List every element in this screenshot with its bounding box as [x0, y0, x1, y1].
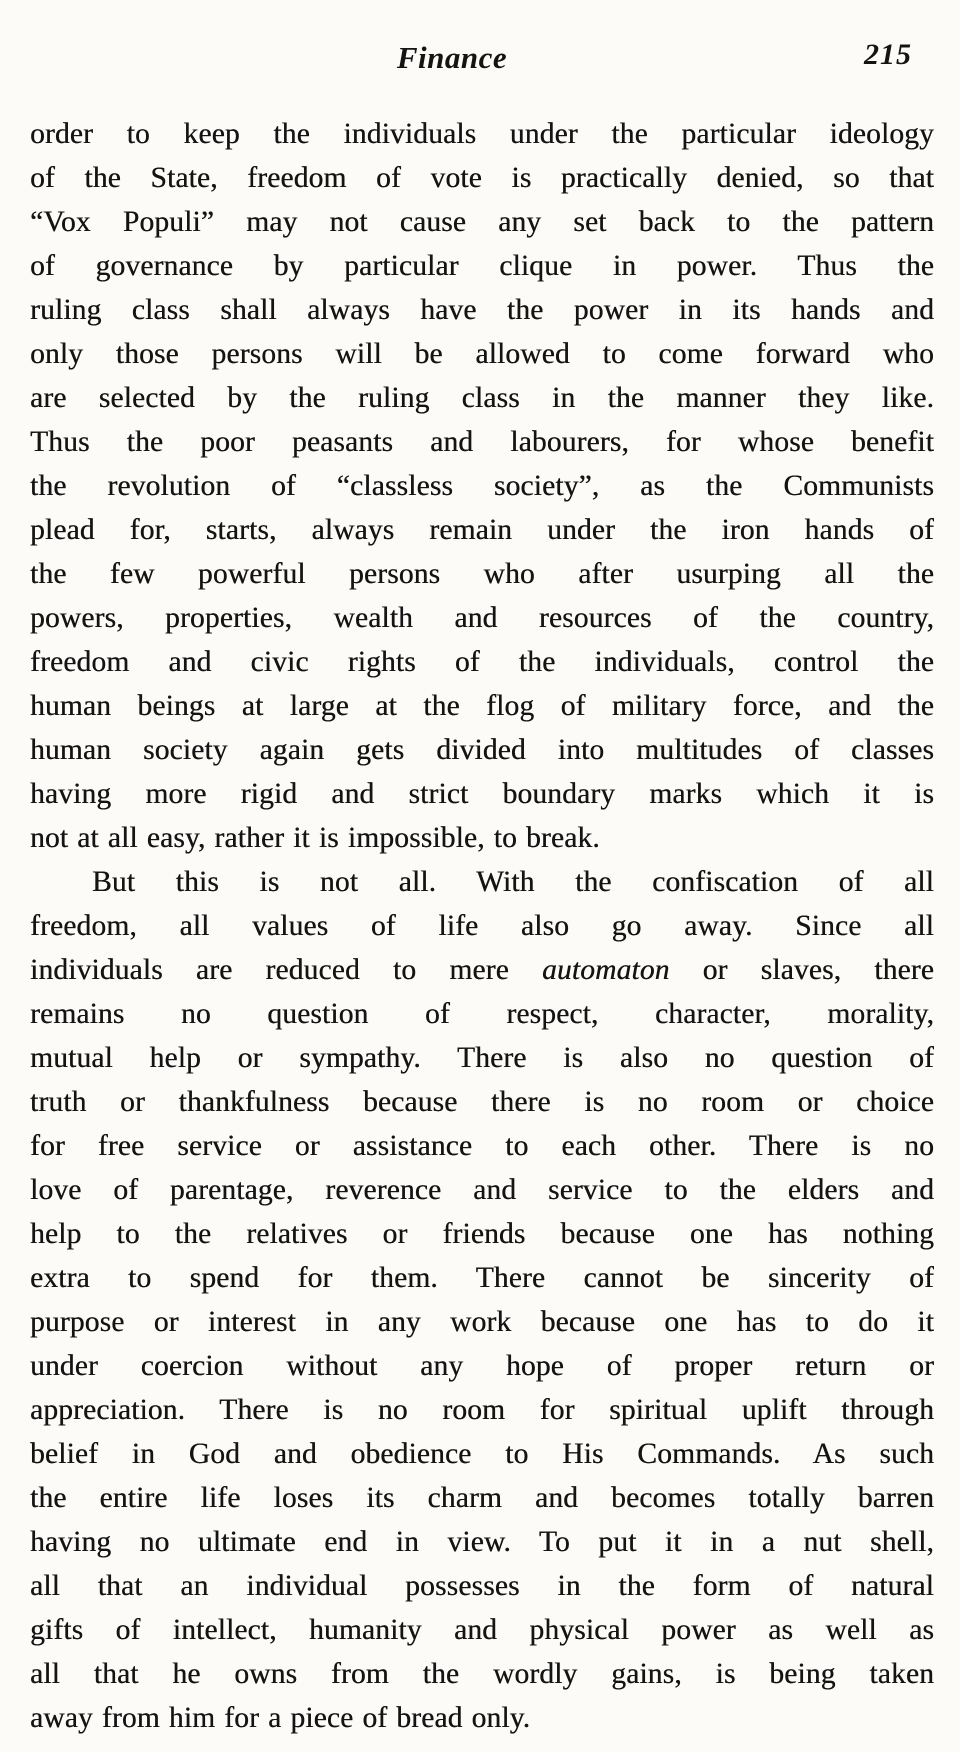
text-line: human beings at large at the flog of military force, and the [30, 690, 934, 722]
text-line: of the State, freedom of vote is practically denied, so that [30, 162, 934, 194]
text-line: are selected by the ruling class in the manner they like. [30, 382, 934, 414]
running-head [30, 40, 934, 86]
text-line: the few powerful persons who after usurping all the [30, 558, 934, 590]
text-line: freedom, all values of life also go away. Since all [30, 910, 934, 942]
page-number: 215 [864, 38, 912, 71]
text-line: “Vox Populi” may not cause any set back to the pattern [30, 206, 934, 238]
text-line: for free service or assistance to each other. There is no [30, 1130, 934, 1162]
text-line: the revolution of “classless society”, as the Communists [30, 470, 934, 502]
text-line: mutual help or sympathy. There is also no question of [30, 1042, 934, 1074]
text-line: of governance by particular clique in power. Thus the [30, 250, 934, 282]
text-line: ruling class shall always have the power in its hands and [30, 294, 934, 326]
text-line: freedom and civic rights of the individuals, control the [30, 646, 934, 678]
text-line: having no ultimate end in view. To put it in a nut shell, [30, 1526, 934, 1558]
paragraph [30, 112, 934, 860]
text-line: remains no question of respect, character, morality, [30, 998, 934, 1030]
text-line: having more rigid and strict boundary marks which it is [30, 778, 934, 810]
text-line: all that he owns from the wordly gains, is being taken [30, 1658, 934, 1690]
text-line: order to keep the individuals under the particular ideology [30, 118, 934, 150]
text-line: under coercion without any hope of proper return or [30, 1350, 934, 1382]
text-line: plead for, starts, always remain under the iron hands of [30, 514, 934, 546]
text-line: away from him for a piece of bread only. [30, 1702, 531, 1734]
text-line: truth or thankfulness because there is no room or choice [30, 1086, 934, 1118]
text-line: love of parentage, reverence and service to the elders and [30, 1174, 934, 1206]
text-line: all that an individual possesses in the form of natural [30, 1570, 934, 1602]
text-line: powers, properties, wealth and resources of the country, [30, 602, 934, 634]
text-line: extra to spend for them. There cannot be sincerity of [30, 1262, 934, 1294]
text-line: the entire life loses its charm and becomes totally barren [30, 1482, 934, 1514]
text-line: But this is not all. With the confiscation of all [92, 866, 934, 898]
text-line: purpose or interest in any work because one has to do it [30, 1306, 934, 1338]
paragraph [30, 860, 934, 1740]
page-body [30, 112, 934, 1740]
text-line: only those persons will be allowed to come forward who [30, 338, 934, 370]
text-line: not at all easy, rather it is impossible, to break. [30, 822, 600, 854]
running-head-title: Finance [396, 40, 508, 75]
text-line: human society again gets divided into multitudes of classes [30, 734, 934, 766]
text-line: appreciation. There is no room for spiritual uplift through [30, 1394, 934, 1426]
text-line: Thus the poor peasants and labourers, for whose benefit [30, 426, 934, 458]
text-line: belief in God and obedience to His Commands. As such [30, 1438, 934, 1470]
text-line: help to the relatives or friends because one has nothing [30, 1218, 934, 1250]
text-line: individuals are reduced to mere automaton or slaves, there [30, 954, 934, 986]
text-line: gifts of intellect, humanity and physical power as well as [30, 1614, 934, 1646]
